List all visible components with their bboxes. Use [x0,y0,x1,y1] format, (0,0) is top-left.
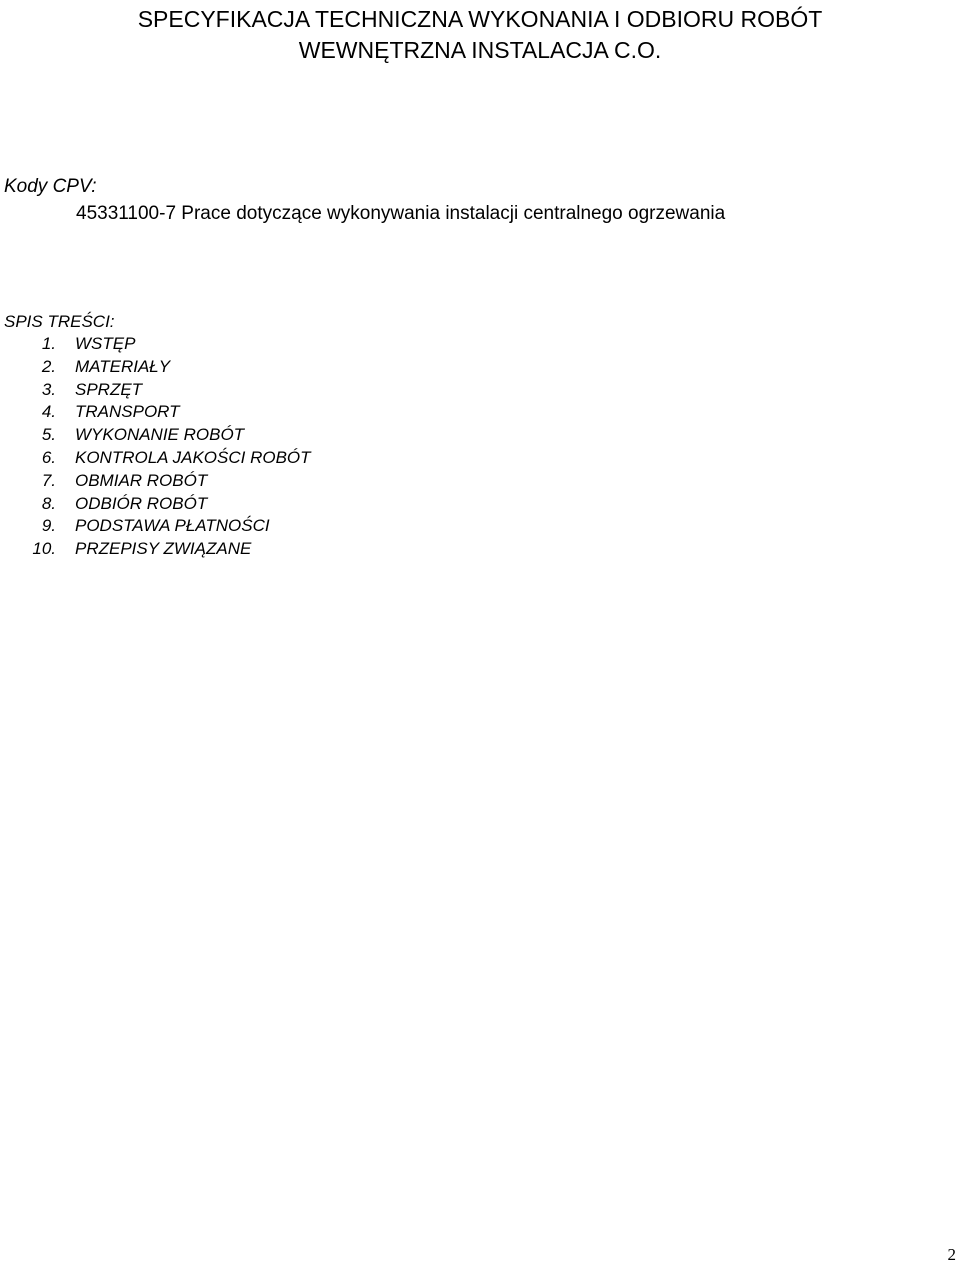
page-number: 2 [947,1245,956,1264]
toc-item-label: PRZEPISY ZWIĄZANE [75,539,252,559]
toc-item-number: 10. [32,539,56,559]
toc-item-number: 3. [41,379,56,399]
toc-item-number: 7. [41,470,56,490]
toc-item-number: 5. [41,425,56,445]
toc-item-label: MATERIAŁY [75,356,171,376]
document-title-line-1: SPECYFIKACJA TECHNICZNA WYKONANIA I ODBIORU ROBÓT [137,6,823,32]
toc-item-label: OBMIAR ROBÓT [75,470,208,490]
toc-item-label: KONTROLA JAKOŚCI ROBÓT [75,447,311,467]
toc-item-label: WSTĘP [75,334,136,353]
document-title [0,4,960,66]
toc-item-number: 1. [41,334,56,353]
cpv-code: 45331100-7 Prace dotyczące wykonywania instalacji centralnego ogrzewania [76,203,726,224]
toc-item-number: 4. [41,402,56,422]
toc-item-number: 2. [41,356,56,376]
toc-heading: SPIS TREŚCI: [4,312,115,331]
toc-item-number: 6. [41,447,56,467]
toc-item-number: 8. [41,493,56,513]
cpv-label: Kody CPV: [4,176,97,197]
toc-item-label: SPRZĘT [75,379,143,399]
toc-item-label: ODBIÓR ROBÓT [75,493,208,513]
toc-item-label: TRANSPORT [75,402,180,422]
toc-item-number: 9. [41,516,56,536]
document-title-line-2: WEWNĘTRZNA INSTALACJA C.O. [298,37,662,63]
toc-item-label: WYKONANIE ROBÓT [75,425,245,445]
toc-item-label: PODSTAWA PŁATNOŚCI [75,516,270,536]
